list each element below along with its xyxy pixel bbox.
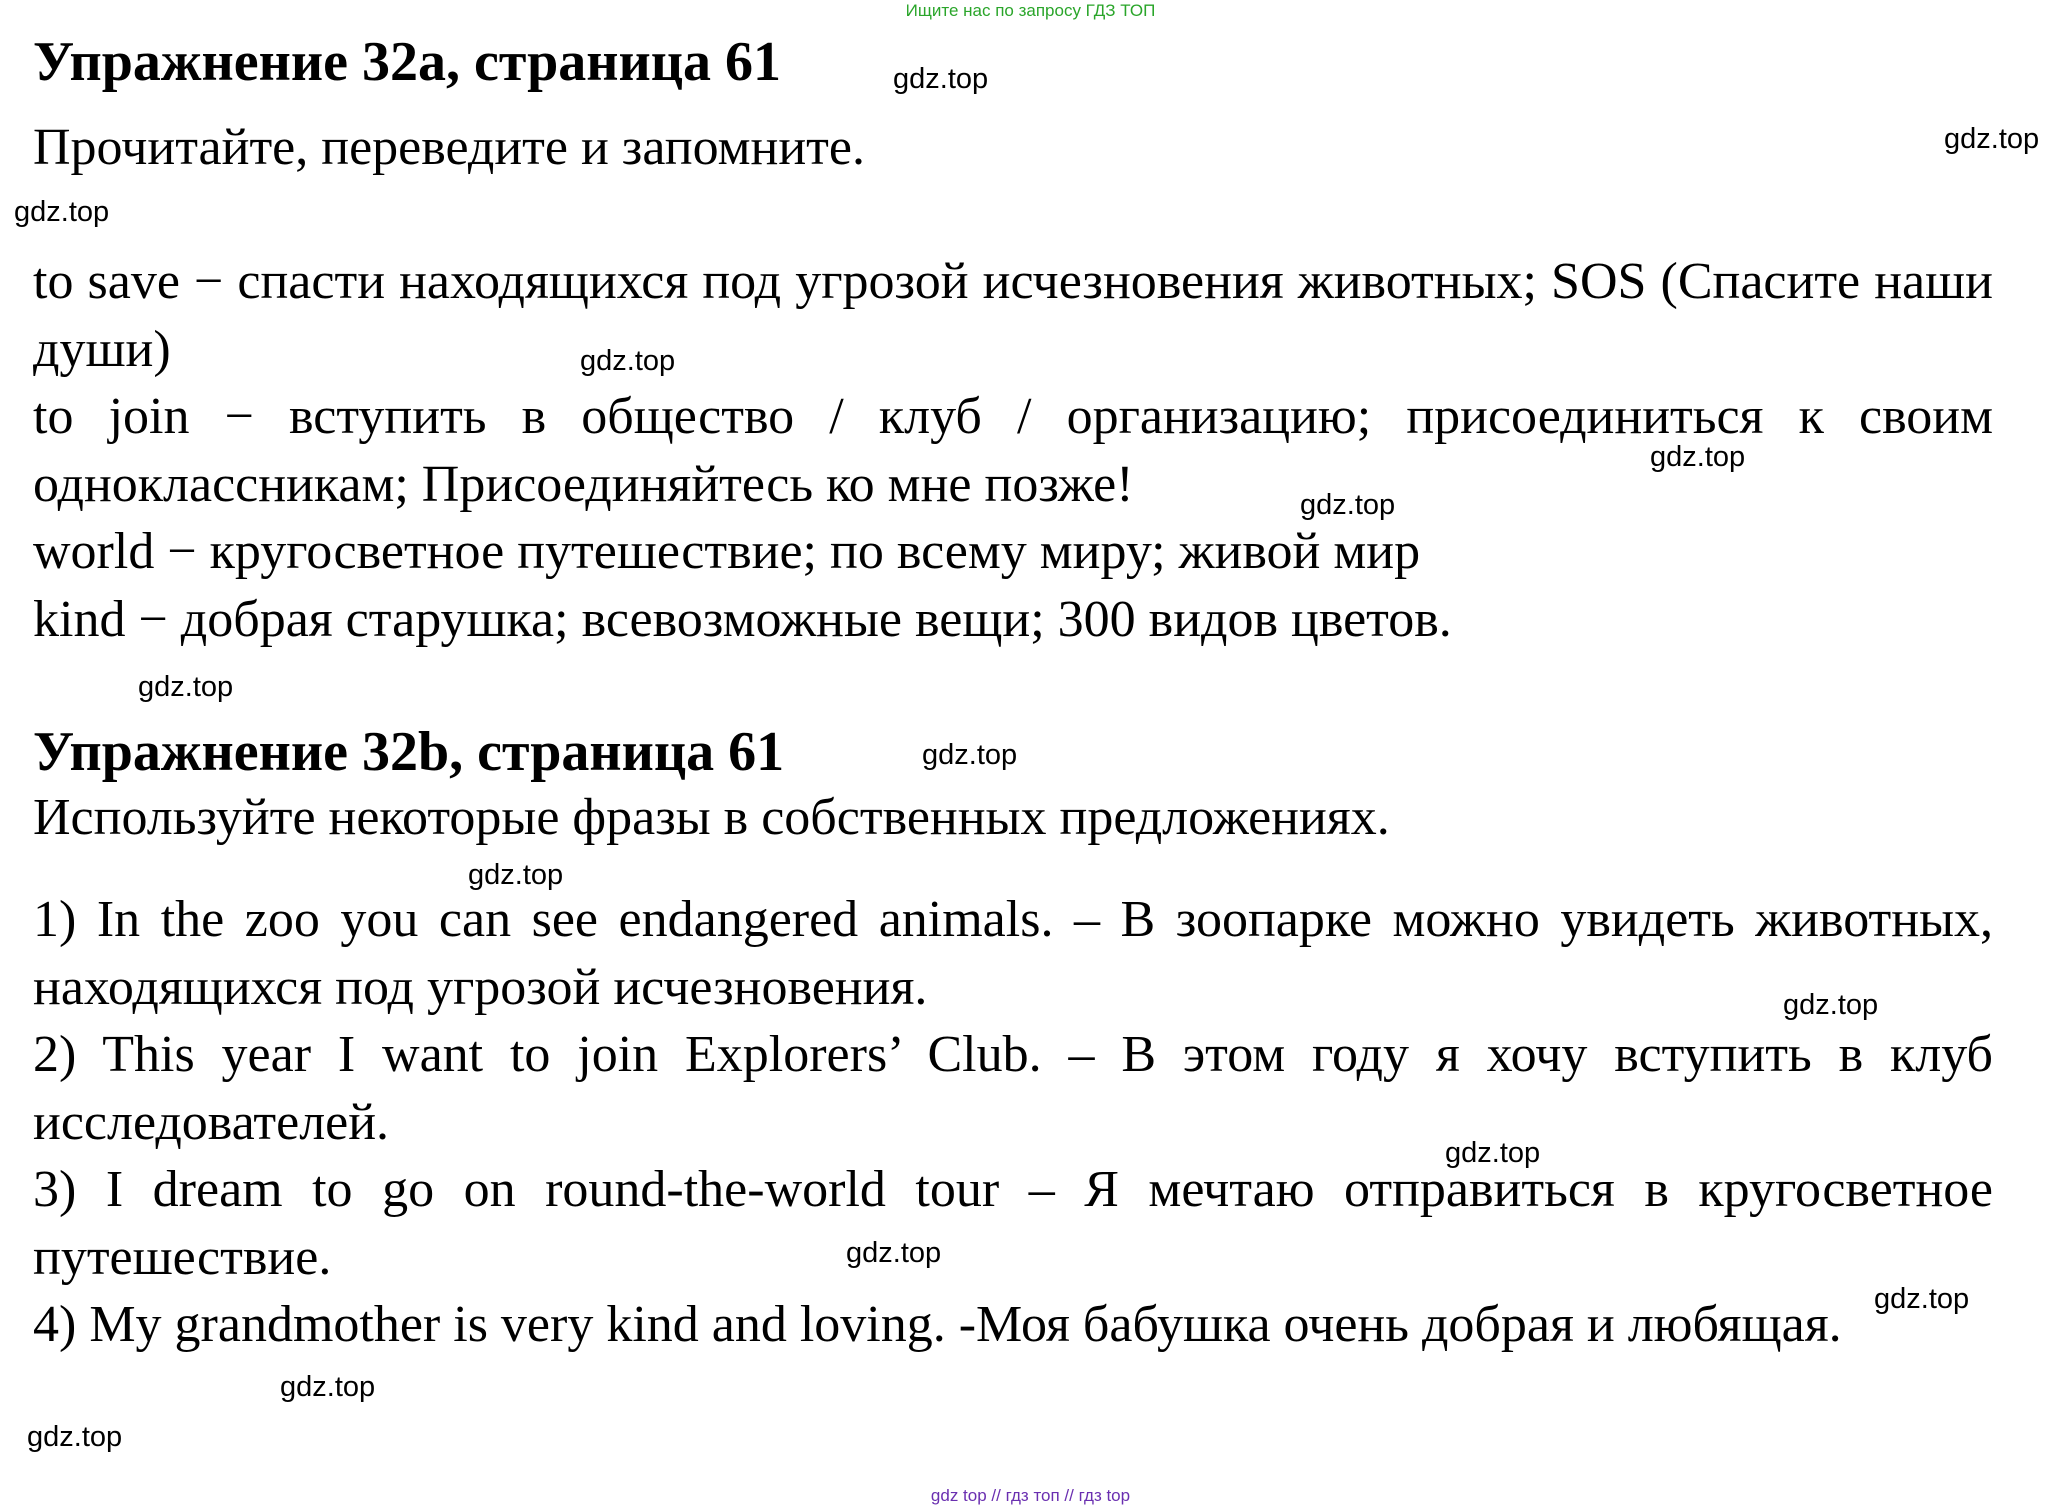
vocab-entry-join: to join − вступить в общество / клуб / организацию; присоединиться к своим одноклассникам; Присоединяйтесь ко мне позже! — [33, 388, 1993, 513]
search-hint: Ищите нас по запросу ГДЗ ТОП — [905, 1, 1156, 20]
watermark: gdz.top — [14, 196, 110, 228]
watermark: gdz.top — [280, 1371, 376, 1403]
sentence-3: 3) I dream to go on round-the-world tour – Я мечтаю отправиться в кругосветное путешествие. — [33, 1161, 1993, 1286]
exercise-32b-instruction: Используйте некоторые фразы в собственных предложениях. — [33, 789, 1390, 846]
watermark: gdz.top — [1650, 441, 1746, 473]
exercise-32b-title: Упражнение 32b, страница 61 — [33, 721, 785, 783]
exercise-32a-title: Упражнение 32a, страница 61 — [33, 31, 782, 93]
watermark: gdz.top — [1783, 989, 1879, 1021]
exercise-32b-sentences — [33, 886, 1993, 1359]
vocab-entry-kind: kind − добрая старушка; всевозможные вещи; 300 видов цветов. — [33, 590, 1452, 648]
sentence-4: 4) My grandmother is very kind and loving. -Моя бабушка очень добрая и любящая. — [33, 1296, 1842, 1353]
watermark: gdz.top — [1874, 1283, 1970, 1315]
watermark: gdz.top — [893, 63, 989, 95]
watermark: gdz.top — [1944, 123, 2040, 155]
watermark: gdz.top — [27, 1421, 123, 1453]
watermark: gdz.top — [138, 671, 234, 703]
watermark: gdz.top — [846, 1237, 942, 1269]
watermark: gdz.top — [580, 345, 676, 377]
watermark: gdz.top — [922, 739, 1018, 771]
sentence-2: 2) This year I want to join Explorers’ Club. – В этом году я хочу вступить в клуб исследователей. — [33, 1026, 1993, 1151]
vocab-entry-save: to save − спасти находящихся под угрозой исчезновения животных; SOS (Спасите наши души) — [33, 253, 1993, 378]
watermark: gdz.top — [1300, 489, 1396, 521]
vocab-entry-world: world − кругосветное путешествие; по всему миру; живой мир — [33, 523, 1421, 580]
sentence-1: 1) In the zoo you can see endangered animals. – В зоопарке можно увидеть животных, находящихся под угрозой исчезновения. — [33, 891, 1993, 1016]
watermark: gdz.top — [468, 859, 564, 891]
footer-watermark: gdz top // гдз топ // гдз top — [930, 1486, 1131, 1505]
watermark: gdz.top — [1445, 1137, 1541, 1169]
exercise-32a-instruction: Прочитайте, переведите и запомните. — [33, 119, 865, 176]
